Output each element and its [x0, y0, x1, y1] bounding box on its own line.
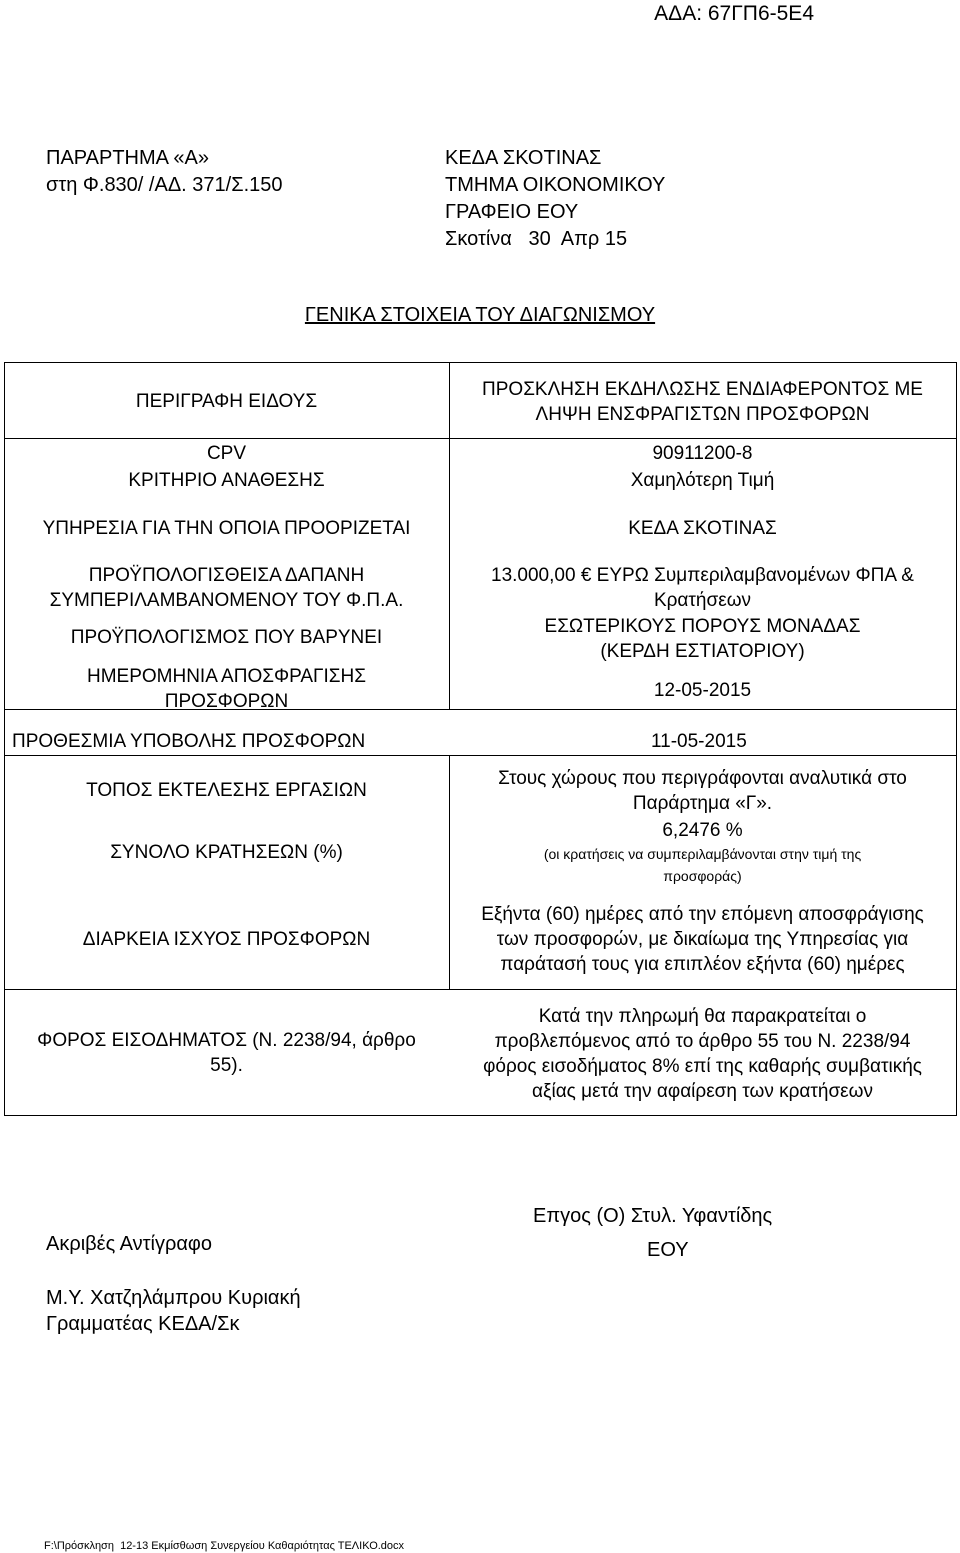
- signatory-role: ΕΟΥ: [647, 1239, 689, 1261]
- label-opening-date: ΗΜΕΡΟΜΗΝΙΑ ΑΠΟΣΦΡΑΓΙΣΗΣ ΠΡΟΣΦΟΡΩΝ: [86, 666, 367, 712]
- label-total-deductions: ΣΥΝΟΛΟ ΚΡΑΤΗΣΕΩΝ (%): [110, 842, 343, 863]
- label-budget: ΠΡΟΫΠΟΛΟΓΙΣΘΕΙΣΑ ΔΑΠΑΝΗ ΣΥΜΠΕΡΙΛΑΜΒΑΝΟΜΕΝΟΥ ΤΟΥ Φ.Π.Α.: [49, 565, 404, 611]
- certified-copy-label: Ακριβές Αντίγραφο: [46, 1233, 213, 1255]
- value-offer-validity: Εξήντα (60) ημέρες από την επόμενη αποσφράγισης των προσφορών, με δικαίωμα της Υπηρεσίας για παράτασή τους για επιπλέον εξήντα (60) ημέρες: [481, 904, 924, 975]
- issuer-office: ΓΡΑΦΕΙΟ ΕΟΥ: [445, 201, 579, 223]
- label-service: ΥΠΗΡΕΣΙΑ ΓΙΑ ΤΗΝ ΟΠΟΙΑ ΠΡΟΟΡΙΖΕΤΑΙ: [42, 518, 411, 539]
- issuer-name: ΚΕΔΑ ΣΚΟΤΙΝΑΣ: [445, 147, 602, 169]
- value-award-criterion: Χαμηλότερη Τιμή: [630, 470, 775, 491]
- value-total-deductions: 6,2476 % (οι κρατήσεις να συμπεριλαμβάνονται στην τιμή της προσφοράς): [449, 818, 956, 887]
- label-award-criterion: ΚΡΙΤΗΡΙΟ ΑΝΑΘΕΣΗΣ: [128, 470, 325, 491]
- secretary-name: Μ.Υ. Χατζηλάμπρου Κυριακή: [46, 1287, 301, 1309]
- value-budget: 13.000,00 € ΕΥΡΩ Συμπεριλαμβανομένων ΦΠΑ & Κρατήσεων: [491, 565, 914, 611]
- annex-ref: στη Φ.830/ /ΑΔ. 371/Σ.150: [46, 174, 283, 196]
- table-row-rule: [4, 755, 957, 756]
- value-item-description: ΠΡΟΣΚΛΗΣΗ ΕΚΔΗΛΩΣΗΣ ΕΝΔΙΑΦΕΡΟΝΤΟΣ ΜΕ ΛΗΨΗ ΕΝΣΦΡΑΓΙΣΤΩΝ ΠΡΟΣΦΟΡΩΝ: [482, 379, 923, 425]
- annex-title: ΠΑΡΑΡΤΗΜΑ «Α»: [46, 147, 210, 169]
- table-border-top: [4, 362, 957, 363]
- label-offer-validity: ΔΙΑΡΚΕΙΑ ΙΣΧΥΟΣ ΠΡΟΣΦΟΡΩΝ: [82, 929, 371, 950]
- label-cpv: CPV: [206, 443, 247, 464]
- value-cpv: 90911200-8: [652, 443, 753, 464]
- value-funding-source: ΕΣΩΤΕΡΙΚΟΥΣ ΠΟΡΟΥΣ ΜΟΝΑΔΑΣ (ΚΕΡΔΗ ΕΣΤΙΑΤΟΡΙΟΥ): [544, 616, 861, 662]
- value-work-location: Στους χώρους που περιγράφονται αναλυτικά στο Παράρτημα «Γ».: [498, 768, 907, 814]
- deductions-note: (οι κρατήσεις να συμπεριλαμβάνονται στην τιμή της: [543, 846, 862, 862]
- secretary-role: Γραμματέας ΚΕΔΑ/Σκ: [46, 1313, 240, 1335]
- table-border-bottom: [4, 1115, 957, 1116]
- file-path-footer: F:\Πρόσκληση 12-13 Εκμίσθωση Συνεργείου Καθαριότητας ΤΕΛΙΚΟ.docx: [44, 1540, 405, 1552]
- table-row-rule: [4, 438, 957, 439]
- value-income-tax: Κατά την πληρωμή θα παρακρατείται ο προβλεπόμενος από το άρθρο 55 του Ν. 2238/94 φόρος εισοδήματος 8% επί της καθαρής συμβατικής αξίας μετά την αφαίρεση των κρατήσεων: [483, 1006, 922, 1102]
- table-row-rule: [4, 989, 957, 990]
- label-item-description: ΠΕΡΙΓΡΑΦΗ ΕΙΔΟΥΣ: [135, 391, 318, 412]
- table-border-right: [956, 362, 957, 1116]
- label-submission-deadline: ΠΡΟΘΕΣΜΙΑ ΥΠΟΒΟΛΗΣ ΠΡΟΣΦΟΡΩΝ: [12, 731, 366, 752]
- value-service: ΚΕΔΑ ΣΚΟΤΙΝΑΣ: [628, 518, 777, 539]
- issuer-department: ΤΜΗΜΑ ΟΙΚΟΝΟΜΙΚΟΥ: [445, 174, 666, 196]
- value-opening-date: 12-05-2015: [653, 680, 752, 701]
- issue-date: Σκοτίνα 30 Απρ 15: [445, 228, 628, 250]
- label-income-tax: ΦΟΡΟΣ ΕΙΣΟΔΗΜΑΤΟΣ (Ν. 2238/94, άρθρο 55).: [37, 1030, 416, 1076]
- label-work-location: ΤΟΠΟΣ ΕΚΤΕΛΕΣΗΣ ΕΡΓΑΣΙΩΝ: [86, 780, 367, 801]
- section-title: ΓΕΝΙΚΑ ΣΤΟΙΧΕΙΑ ΤΟΥ ΔΙΑΓΩΝΙΣΜΟΥ: [304, 304, 656, 326]
- signatory-name: Επγος (Ο) Στυλ. Υφαντίδης: [533, 1205, 773, 1227]
- doc-ref: ΑΔΑ: 67ΓΠ6-5Ε4: [654, 2, 814, 25]
- label-funding-source: ΠΡΟΫΠΟΛΟΓΙΣΜΟΣ ΠΟΥ ΒΑΡΥΝΕΙ: [70, 627, 383, 648]
- value-submission-deadline: 11-05-2015: [651, 731, 747, 752]
